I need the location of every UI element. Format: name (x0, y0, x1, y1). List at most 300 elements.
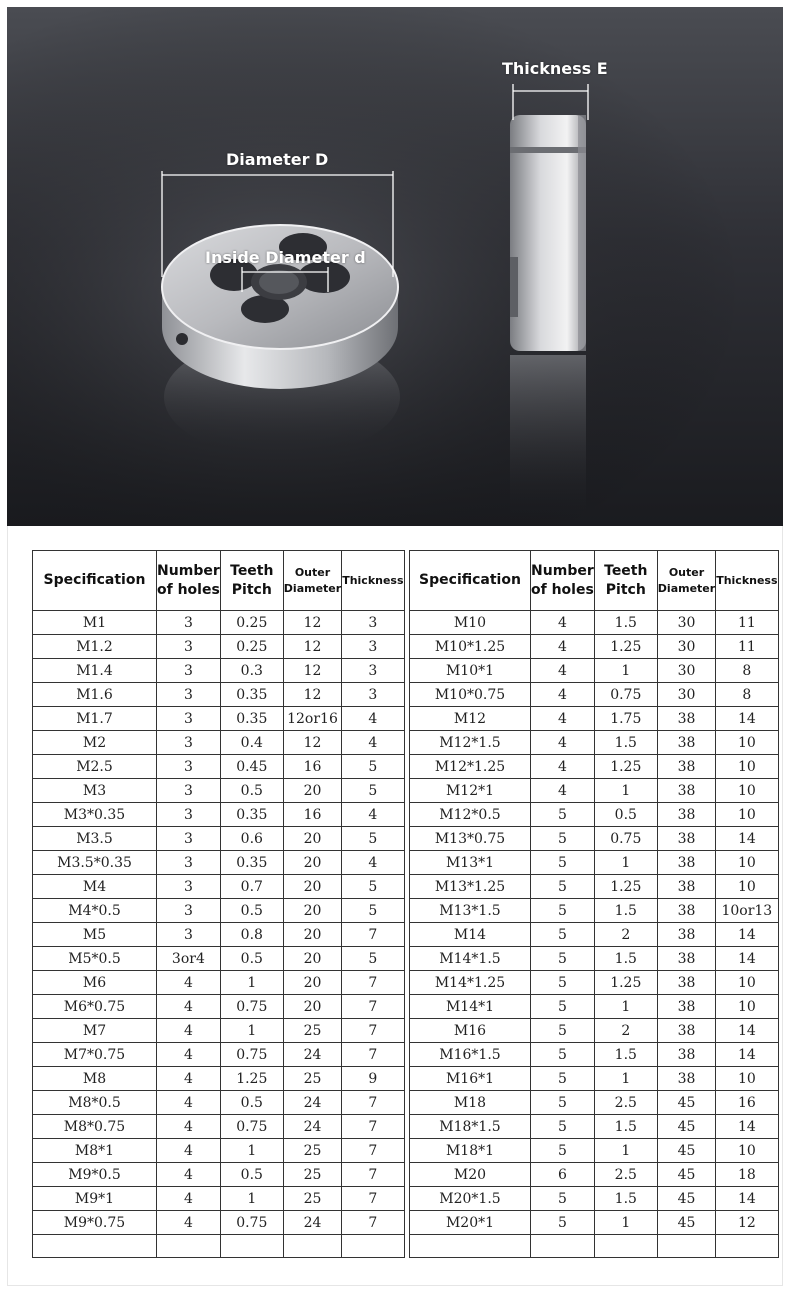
cell-outer-diameter: 12 (283, 635, 341, 659)
table-row (410, 1211, 779, 1235)
cell-thickness: 10 (716, 731, 778, 755)
cell-pitch: 0.45 (220, 755, 283, 779)
table-row (33, 827, 405, 851)
cell-outer-diameter: 38 (657, 995, 715, 1019)
cell-thickness: 14 (716, 707, 778, 731)
cell-pitch: 1 (594, 659, 657, 683)
cell-specification: M3.5*0.35 (33, 851, 157, 875)
inside-diameter-label: Inside Diameter d (205, 248, 366, 267)
cell-outer-diameter: 12 (283, 611, 341, 635)
cell-outer-diameter: 38 (657, 779, 715, 803)
table-row (410, 755, 779, 779)
cell-thickness: 7 (342, 1211, 404, 1235)
table-row (410, 611, 779, 635)
cell-holes: 5 (531, 971, 595, 995)
header-teeth-pitch: Teeth Pitch (594, 551, 657, 611)
cell-specification: M16 (410, 1019, 531, 1043)
table-row (410, 971, 779, 995)
cell-pitch: 0.5 (220, 899, 283, 923)
table-row (410, 827, 779, 851)
cell-thickness: 10 (716, 1139, 778, 1163)
table-row (410, 731, 779, 755)
cell-holes: 4 (531, 731, 595, 755)
cell-pitch: 1.5 (594, 611, 657, 635)
cell-outer-diameter: 45 (657, 1139, 715, 1163)
cell-specification: M1 (33, 611, 157, 635)
cell-thickness: 12 (716, 1211, 778, 1235)
cell-holes: 3 (157, 755, 221, 779)
cell-specification: M10*1 (410, 659, 531, 683)
cell-thickness: 3 (342, 611, 404, 635)
cell-holes: 3 (157, 779, 221, 803)
cell-holes: 4 (531, 755, 595, 779)
cell-outer-diameter: 20 (283, 851, 341, 875)
cell-pitch: 0.25 (220, 611, 283, 635)
table-row (33, 803, 405, 827)
cell-holes: 4 (157, 1067, 221, 1091)
cell-thickness: 10 (716, 755, 778, 779)
cell-thickness: 10 (716, 779, 778, 803)
cell-thickness: 10or13 (716, 899, 778, 923)
cell-pitch: 1.5 (594, 1187, 657, 1211)
cell-holes: 3 (157, 851, 221, 875)
cell-holes: 4 (157, 1019, 221, 1043)
cell-holes: 5 (531, 875, 595, 899)
cell-pitch: 2.5 (594, 1091, 657, 1115)
cell-holes: 4 (531, 779, 595, 803)
cell-holes: 5 (531, 947, 595, 971)
cell-specification: M20 (410, 1163, 531, 1187)
table-row (33, 947, 405, 971)
cell-holes: 5 (531, 1019, 595, 1043)
cell-specification: M20*1 (410, 1211, 531, 1235)
table-row (410, 1163, 779, 1187)
cell-pitch: 0.8 (220, 923, 283, 947)
header-specification: Specification (410, 551, 531, 611)
cell-outer-diameter: 38 (657, 827, 715, 851)
table-row (33, 1091, 405, 1115)
cell-specification: M18*1 (410, 1139, 531, 1163)
table-row (33, 611, 405, 635)
cell-specification: M16*1 (410, 1067, 531, 1091)
cell-holes: 4 (157, 1091, 221, 1115)
cell-thickness: 10 (716, 995, 778, 1019)
cell-holes: 5 (531, 1211, 595, 1235)
cell-thickness: 3 (342, 635, 404, 659)
cell-outer-diameter: 25 (283, 1067, 341, 1091)
cell-thickness: 14 (716, 923, 778, 947)
cell-thickness: 8 (716, 683, 778, 707)
cell-holes: 3 (157, 683, 221, 707)
cell-empty (716, 1235, 778, 1258)
cell-specification: M14 (410, 923, 531, 947)
cell-thickness: 10 (716, 1067, 778, 1091)
cell-specification: M1.2 (33, 635, 157, 659)
table-row (33, 1187, 405, 1211)
cell-thickness: 14 (716, 1115, 778, 1139)
cell-holes: 3 (157, 659, 221, 683)
cell-specification: M13*1.5 (410, 899, 531, 923)
table-row (410, 1091, 779, 1115)
cell-specification: M3 (33, 779, 157, 803)
cell-specification: M12*1.25 (410, 755, 531, 779)
cell-pitch: 1.75 (594, 707, 657, 731)
cell-pitch: 1.25 (594, 755, 657, 779)
cell-pitch: 0.75 (220, 1211, 283, 1235)
cell-outer-diameter: 38 (657, 1067, 715, 1091)
cell-pitch: 0.35 (220, 851, 283, 875)
cell-outer-diameter: 20 (283, 899, 341, 923)
cell-pitch: 1.5 (594, 947, 657, 971)
cell-thickness: 5 (342, 875, 404, 899)
cell-outer-diameter: 20 (283, 779, 341, 803)
cell-outer-diameter: 24 (283, 1115, 341, 1139)
cell-pitch: 1 (220, 1187, 283, 1211)
spec-table-left (32, 550, 405, 1258)
cell-specification: M9*0.5 (33, 1163, 157, 1187)
cell-outer-diameter: 25 (283, 1187, 341, 1211)
cell-thickness: 14 (716, 827, 778, 851)
thickness-label: Thickness E (502, 59, 608, 78)
table-row (33, 779, 405, 803)
cell-thickness: 18 (716, 1163, 778, 1187)
cell-pitch: 1.5 (594, 899, 657, 923)
cell-specification: M18 (410, 1091, 531, 1115)
table-row (33, 851, 405, 875)
header-teeth-pitch: Teeth Pitch (220, 551, 283, 611)
cell-empty (657, 1235, 715, 1258)
table-row (410, 1019, 779, 1043)
cell-specification: M5*0.5 (33, 947, 157, 971)
cell-pitch: 1.5 (594, 1115, 657, 1139)
cell-empty (33, 1235, 157, 1258)
cell-thickness: 4 (342, 731, 404, 755)
table-row (33, 731, 405, 755)
cell-specification: M12*1 (410, 779, 531, 803)
cell-thickness: 10 (716, 875, 778, 899)
cell-holes: 3 (157, 875, 221, 899)
cell-outer-diameter: 20 (283, 827, 341, 851)
cell-holes: 5 (531, 1043, 595, 1067)
cell-pitch: 0.5 (220, 947, 283, 971)
table-row (410, 659, 779, 683)
cell-outer-diameter: 24 (283, 1091, 341, 1115)
cell-outer-diameter: 30 (657, 611, 715, 635)
cell-thickness: 7 (342, 1019, 404, 1043)
cell-thickness: 7 (342, 971, 404, 995)
cell-specification: M3.5 (33, 827, 157, 851)
table-header-row (33, 551, 405, 611)
table-row (33, 1019, 405, 1043)
cell-specification: M14*1.5 (410, 947, 531, 971)
cell-holes: 3 (157, 635, 221, 659)
cell-holes: 4 (157, 1211, 221, 1235)
cell-outer-diameter: 25 (283, 1139, 341, 1163)
cell-specification: M4*0.5 (33, 899, 157, 923)
spec-table-left-body (33, 611, 405, 1258)
cell-outer-diameter: 38 (657, 803, 715, 827)
cell-thickness: 10 (716, 971, 778, 995)
table-row-empty (410, 1235, 779, 1258)
cell-outer-diameter: 25 (283, 1163, 341, 1187)
cell-thickness: 5 (342, 899, 404, 923)
table-row (33, 683, 405, 707)
cell-holes: 3 (157, 923, 221, 947)
table-row (33, 707, 405, 731)
cell-outer-diameter: 38 (657, 899, 715, 923)
cell-pitch: 1 (594, 1139, 657, 1163)
cell-outer-diameter: 12or16 (283, 707, 341, 731)
cell-thickness: 7 (342, 1115, 404, 1139)
cell-thickness: 4 (342, 803, 404, 827)
cell-thickness: 9 (342, 1067, 404, 1091)
cell-pitch: 1.5 (594, 731, 657, 755)
cell-empty (283, 1235, 341, 1258)
cell-specification: M13*1 (410, 851, 531, 875)
cell-pitch: 0.4 (220, 731, 283, 755)
cell-pitch: 1.25 (594, 971, 657, 995)
cell-outer-diameter: 38 (657, 755, 715, 779)
cell-holes: 5 (531, 1091, 595, 1115)
cell-pitch: 1.5 (594, 1043, 657, 1067)
cell-thickness: 3 (342, 683, 404, 707)
table-row (33, 971, 405, 995)
cell-specification: M10 (410, 611, 531, 635)
cell-pitch: 1 (594, 995, 657, 1019)
header-thickness: Thickness (342, 551, 404, 611)
cell-specification: M1.7 (33, 707, 157, 731)
cell-thickness: 8 (716, 659, 778, 683)
cell-thickness: 5 (342, 827, 404, 851)
cell-specification: M16*1.5 (410, 1043, 531, 1067)
cell-specification: M4 (33, 875, 157, 899)
cell-pitch: 0.3 (220, 659, 283, 683)
cell-empty (342, 1235, 404, 1258)
cell-thickness: 4 (342, 851, 404, 875)
table-row (410, 851, 779, 875)
table-row (410, 779, 779, 803)
cell-holes: 4 (531, 683, 595, 707)
cell-outer-diameter: 38 (657, 875, 715, 899)
cell-holes: 4 (157, 1163, 221, 1187)
cell-pitch: 0.75 (594, 827, 657, 851)
cell-pitch: 0.75 (220, 995, 283, 1019)
cell-holes: 4 (157, 1043, 221, 1067)
cell-holes: 3or4 (157, 947, 221, 971)
cell-holes: 5 (531, 1115, 595, 1139)
cell-thickness: 5 (342, 947, 404, 971)
cell-holes: 4 (157, 1187, 221, 1211)
table-row-empty (33, 1235, 405, 1258)
cell-outer-diameter: 45 (657, 1163, 715, 1187)
header-outer-diameter: Outer Diameter (283, 551, 341, 611)
cell-holes: 5 (531, 827, 595, 851)
cell-thickness: 14 (716, 947, 778, 971)
cell-specification: M13*0.75 (410, 827, 531, 851)
cell-holes: 4 (157, 1139, 221, 1163)
cell-specification: M10*0.75 (410, 683, 531, 707)
cell-outer-diameter: 30 (657, 683, 715, 707)
cell-outer-diameter: 38 (657, 923, 715, 947)
cell-thickness: 7 (342, 1139, 404, 1163)
cell-thickness: 5 (342, 755, 404, 779)
cell-holes: 5 (531, 923, 595, 947)
table-row (33, 1067, 405, 1091)
table-row (410, 635, 779, 659)
cell-specification: M20*1.5 (410, 1187, 531, 1211)
cell-thickness: 7 (342, 1163, 404, 1187)
cell-holes: 3 (157, 899, 221, 923)
cell-specification: M5 (33, 923, 157, 947)
table-row (410, 875, 779, 899)
cell-holes: 3 (157, 803, 221, 827)
cell-holes: 5 (531, 995, 595, 1019)
cell-outer-diameter: 20 (283, 971, 341, 995)
cell-thickness: 10 (716, 851, 778, 875)
cell-outer-diameter: 45 (657, 1187, 715, 1211)
cell-pitch: 2 (594, 923, 657, 947)
table-row (33, 635, 405, 659)
cell-pitch: 0.6 (220, 827, 283, 851)
cell-outer-diameter: 24 (283, 1043, 341, 1067)
cell-outer-diameter: 12 (283, 683, 341, 707)
table-row (410, 1115, 779, 1139)
cell-specification: M1.6 (33, 683, 157, 707)
cell-thickness: 11 (716, 635, 778, 659)
cell-specification: M1.4 (33, 659, 157, 683)
cell-outer-diameter: 20 (283, 923, 341, 947)
table-row (33, 1043, 405, 1067)
cell-pitch: 0.75 (594, 683, 657, 707)
table-row (410, 923, 779, 947)
cell-specification: M6*0.75 (33, 995, 157, 1019)
cell-specification: M9*1 (33, 1187, 157, 1211)
cell-outer-diameter: 45 (657, 1211, 715, 1235)
header-thickness: Thickness (716, 551, 778, 611)
table-row (410, 1139, 779, 1163)
cell-holes: 5 (531, 851, 595, 875)
cell-outer-diameter: 45 (657, 1091, 715, 1115)
cell-pitch: 0.7 (220, 875, 283, 899)
cell-outer-diameter: 20 (283, 947, 341, 971)
cell-empty (531, 1235, 595, 1258)
spec-table-right-body (410, 611, 779, 1258)
cell-holes: 5 (531, 899, 595, 923)
cell-pitch: 1 (220, 1019, 283, 1043)
cell-outer-diameter: 45 (657, 1115, 715, 1139)
cell-thickness: 7 (342, 923, 404, 947)
cell-pitch: 2.5 (594, 1163, 657, 1187)
cell-pitch: 1 (594, 851, 657, 875)
table-row (410, 1067, 779, 1091)
cell-specification: M8*0.75 (33, 1115, 157, 1139)
cell-specification: M8 (33, 1067, 157, 1091)
spec-table-right (409, 550, 779, 1258)
cell-specification: M7 (33, 1019, 157, 1043)
cell-thickness: 7 (342, 1043, 404, 1067)
cell-specification: M8*1 (33, 1139, 157, 1163)
table-row (33, 755, 405, 779)
cell-holes: 4 (157, 995, 221, 1019)
table-row (33, 1139, 405, 1163)
cell-outer-diameter: 25 (283, 1019, 341, 1043)
cell-pitch: 0.5 (594, 803, 657, 827)
cell-holes: 6 (531, 1163, 595, 1187)
cell-empty (410, 1235, 531, 1258)
cell-pitch: 1 (594, 779, 657, 803)
table-row (410, 947, 779, 971)
cell-empty (157, 1235, 221, 1258)
cell-outer-diameter: 38 (657, 947, 715, 971)
table-row (410, 1187, 779, 1211)
cell-outer-diameter: 38 (657, 1019, 715, 1043)
cell-holes: 4 (531, 611, 595, 635)
cell-outer-diameter: 20 (283, 995, 341, 1019)
cell-thickness: 10 (716, 803, 778, 827)
table-row (410, 803, 779, 827)
cell-outer-diameter: 30 (657, 635, 715, 659)
cell-pitch: 0.5 (220, 779, 283, 803)
cell-pitch: 0.35 (220, 683, 283, 707)
cell-pitch: 1.25 (220, 1067, 283, 1091)
table-row (33, 995, 405, 1019)
cell-thickness: 7 (342, 995, 404, 1019)
cell-thickness: 14 (716, 1019, 778, 1043)
table-row (33, 875, 405, 899)
table-row (33, 923, 405, 947)
cell-specification: M3*0.35 (33, 803, 157, 827)
header-number-of-holes: Number of holes (531, 551, 595, 611)
cell-thickness: 11 (716, 611, 778, 635)
cell-outer-diameter: 12 (283, 731, 341, 755)
die-photo-illustration (7, 7, 783, 526)
table-row (33, 659, 405, 683)
cell-pitch: 1 (220, 971, 283, 995)
cell-holes: 4 (531, 635, 595, 659)
cell-specification: M18*1.5 (410, 1115, 531, 1139)
cell-holes: 5 (531, 1187, 595, 1211)
cell-pitch: 1.25 (594, 875, 657, 899)
table-row (410, 683, 779, 707)
cell-thickness: 3 (342, 659, 404, 683)
cell-holes: 4 (157, 971, 221, 995)
cell-holes: 3 (157, 827, 221, 851)
cell-specification: M9*0.75 (33, 1211, 157, 1235)
cell-outer-diameter: 12 (283, 659, 341, 683)
cell-pitch: 0.75 (220, 1115, 283, 1139)
cell-specification: M6 (33, 971, 157, 995)
cell-holes: 5 (531, 803, 595, 827)
cell-specification: M7*0.75 (33, 1043, 157, 1067)
cell-pitch: 0.35 (220, 707, 283, 731)
cell-specification: M12*1.5 (410, 731, 531, 755)
cell-outer-diameter: 38 (657, 707, 715, 731)
cell-specification: M14*1.25 (410, 971, 531, 995)
cell-outer-diameter: 38 (657, 731, 715, 755)
cell-pitch: 0.75 (220, 1043, 283, 1067)
cell-pitch: 1 (594, 1211, 657, 1235)
cell-thickness: 5 (342, 779, 404, 803)
cell-holes: 4 (531, 707, 595, 731)
cell-specification: M8*0.5 (33, 1091, 157, 1115)
cell-holes: 3 (157, 611, 221, 635)
cell-pitch: 2 (594, 1019, 657, 1043)
cell-holes: 5 (531, 1139, 595, 1163)
cell-specification: M10*1.25 (410, 635, 531, 659)
cell-pitch: 0.5 (220, 1163, 283, 1187)
cell-pitch: 0.35 (220, 803, 283, 827)
cell-pitch: 1 (594, 1067, 657, 1091)
